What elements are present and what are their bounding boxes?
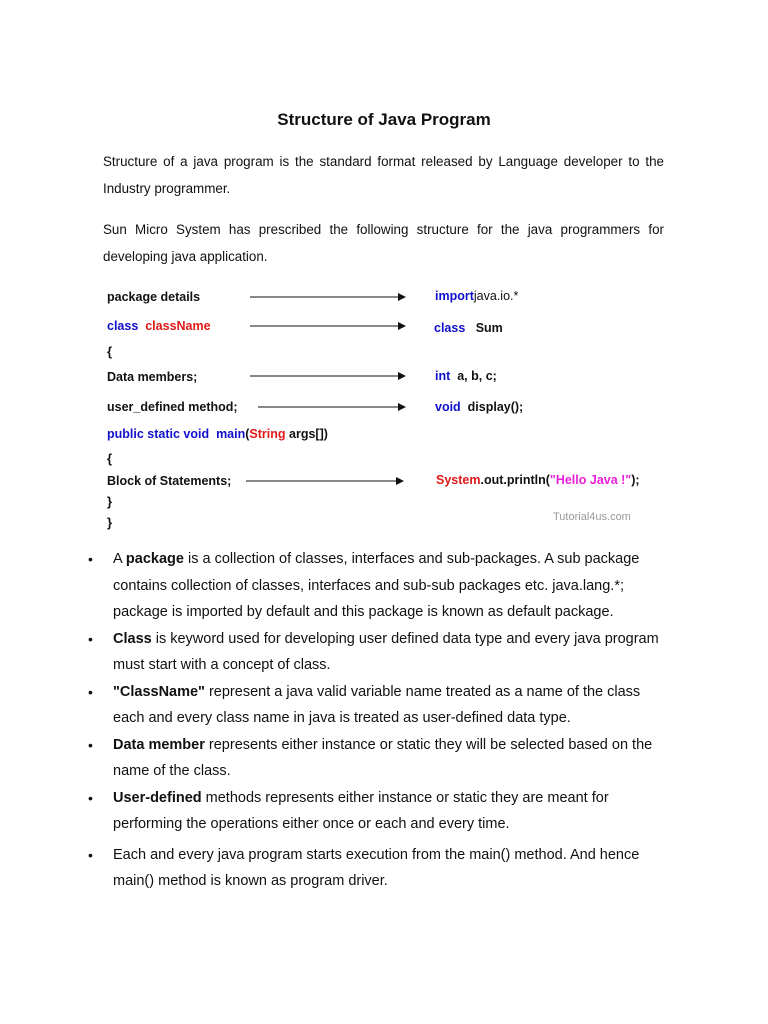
- keyword-class-example: class: [434, 321, 466, 335]
- keyword-main: main: [216, 427, 246, 441]
- main-open-paren: (: [245, 427, 250, 441]
- bullet-text: represents either instance or static they will be selected based on the name of the class.: [113, 736, 653, 779]
- label-classname: className: [145, 319, 211, 333]
- list-item: [88, 626, 668, 679]
- open-brace-class: {: [107, 344, 113, 359]
- bullet-text: is a collection of classes, interfaces and sub-packages. A sub package contains collection of classes, interfaces and sub-sub packages etc. java.lang.*; package is imported by default and this package is known as default package.: [113, 551, 640, 620]
- label-data-members: Data members;: [107, 370, 198, 384]
- bullet-list: [88, 546, 668, 895]
- example-int: [435, 369, 497, 383]
- bullet-icon: •: [88, 630, 93, 647]
- import-package: java.io.*: [473, 289, 519, 303]
- close-brace-class: }: [107, 515, 113, 530]
- println-call: .out.println(: [480, 473, 550, 487]
- open-brace-main: {: [107, 451, 113, 466]
- int-vars: a, b, c;: [457, 369, 497, 383]
- bullet-icon: •: [88, 736, 93, 753]
- label-package-details: package details: [107, 290, 201, 304]
- bullet-icon: •: [88, 551, 93, 567]
- bullet-prefix: A: [113, 551, 126, 567]
- example-class: [434, 321, 503, 335]
- close-brace-main: }: [107, 494, 113, 509]
- bullet-text: is keyword used for developing user defined data type and every java program must start with a concept of class.: [113, 630, 659, 673]
- bullet-text: Each and every java program starts execution from the main() method. And hence main() method is known as program driver.: [113, 846, 640, 889]
- bullet-icon: •: [88, 846, 93, 863]
- keyword-string: String: [249, 427, 286, 441]
- label-block-of-statements: Block of Statements;: [107, 474, 232, 488]
- hello-string: "Hello Java !": [549, 473, 632, 487]
- bullet-term: User-defined: [113, 789, 202, 806]
- println-end: );: [631, 473, 640, 487]
- class-sum: Sum: [475, 321, 503, 335]
- bullet-text: represent a java valid variable name treated as a name of the class each and every class name in java is treated as user-defined data type.: [113, 683, 641, 726]
- keyword-void: void: [435, 400, 461, 414]
- keyword-class: class: [107, 319, 139, 333]
- page-title: Structure of Java Program: [277, 110, 491, 129]
- bullet-term: package: [125, 551, 184, 567]
- java-structure-diagram: [100, 280, 660, 540]
- label-user-defined-method: user_defined method;: [107, 400, 238, 414]
- list-item: [88, 546, 668, 626]
- list-item: [88, 785, 668, 838]
- bullet-icon: •: [88, 789, 93, 806]
- intro-paragraph: Structure of a java program is the standard format released by Language developer to the Industry programmer.: [103, 154, 664, 196]
- bullet-icon: •: [88, 683, 93, 700]
- list-item: [88, 732, 668, 785]
- label-main-method: [107, 427, 328, 441]
- bullet-term: Data member: [113, 736, 205, 753]
- keyword-int: int: [435, 369, 451, 383]
- keyword-public-static-void: public static void: [107, 427, 210, 441]
- void-method: display();: [467, 400, 524, 414]
- label-class-line: [107, 319, 211, 333]
- keyword-import: import: [435, 289, 474, 303]
- list-item: [88, 842, 668, 895]
- watermark-text: Tutorial4us.com: [553, 511, 631, 523]
- structure-paragraph: Sun Micro System has prescribed the following structure for the java programmers for developing java application.: [103, 222, 664, 264]
- keyword-system: System: [436, 473, 481, 487]
- example-println: [436, 473, 640, 487]
- list-item: [88, 679, 668, 732]
- bullet-term: Class: [113, 630, 152, 647]
- example-void: [435, 400, 523, 414]
- main-args: args[]): [285, 427, 328, 441]
- bullet-term: "ClassName": [113, 683, 205, 700]
- bullet-text: methods represents either instance or static they are meant for performing the operations either once or each and every time.: [113, 789, 609, 832]
- example-import: [435, 289, 518, 303]
